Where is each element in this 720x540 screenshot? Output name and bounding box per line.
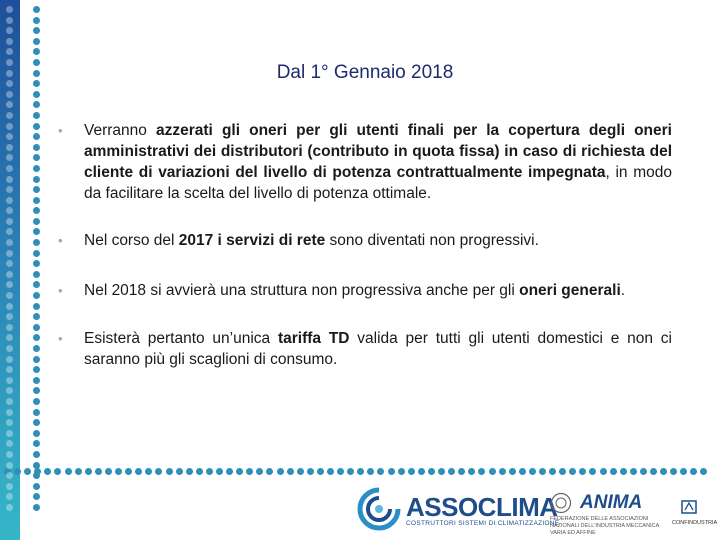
decorative-dot	[6, 366, 13, 373]
decorative-dot	[650, 468, 657, 475]
bullet-text: .	[620, 282, 626, 299]
bullet-emphasis: azzerati gli oneri per gli utenti finali per la copertura degli oneri amministrativi dei distributori (contributo in quota fissa) in caso di richiesta del cliente di variazioni del livello di potenza contrattualmente impegnata	[84, 122, 672, 181]
decorative-dot	[428, 468, 435, 475]
decorative-dot	[478, 468, 485, 475]
decorative-dot	[33, 176, 40, 183]
decorative-dot	[33, 6, 40, 13]
bullet-item-1	[58, 120, 672, 204]
decorative-dot	[33, 154, 40, 161]
decorative-dot	[357, 468, 364, 475]
decorative-dot	[145, 468, 152, 475]
decorative-dot	[33, 165, 40, 172]
decorative-dot	[6, 324, 13, 331]
decorative-dot	[6, 271, 13, 278]
decorative-dot	[6, 165, 13, 172]
anima-subtitle: FEDERAZIONE DELLE ASSOCIAZIONI NAZIONALI DELL'INDUSTRIA MECCANICA VARIA ED AFFINE	[550, 516, 659, 536]
decorative-dot	[6, 472, 13, 479]
decorative-dot	[6, 260, 13, 267]
decorative-dot	[559, 468, 566, 475]
decorative-dot	[448, 468, 455, 475]
decorative-dot	[33, 440, 40, 447]
decorative-dot	[33, 366, 40, 373]
decorative-dot	[33, 112, 40, 119]
decorative-dot	[33, 218, 40, 225]
decorative-dot	[33, 334, 40, 341]
decorative-dot	[600, 468, 607, 475]
decorative-dot	[33, 324, 40, 331]
decorative-dot-column	[6, 6, 14, 511]
decorative-dot	[489, 468, 496, 475]
slide-title: Dal 1° Gennaio 2018	[276, 62, 454, 83]
decorative-dot	[196, 468, 203, 475]
decorative-dot	[6, 197, 13, 204]
decorative-dot	[418, 468, 425, 475]
decorative-dot	[468, 468, 475, 475]
decorative-dot	[33, 186, 40, 193]
decorative-dot	[700, 468, 707, 475]
decorative-dot	[226, 468, 233, 475]
decorative-dot	[33, 17, 40, 24]
decorative-dot	[297, 468, 304, 475]
bullet-emphasis: tariffa TD	[277, 330, 350, 347]
decorative-dot	[256, 468, 263, 475]
decorative-dot	[33, 430, 40, 437]
decorative-dot	[6, 80, 13, 87]
bullet-emphasis: 2017 i servizi di rete	[178, 232, 326, 249]
bullet-text: Verranno	[84, 122, 156, 139]
decorative-dot	[6, 144, 13, 151]
decorative-dot	[660, 468, 667, 475]
decorative-dot	[33, 207, 40, 214]
decorative-dot	[33, 38, 40, 45]
decorative-dot	[6, 186, 13, 193]
decorative-dot	[6, 6, 13, 13]
decorative-dot	[6, 313, 13, 320]
decorative-dot	[33, 281, 40, 288]
decorative-dot	[6, 91, 13, 98]
decorative-dot	[6, 59, 13, 66]
decorative-dot	[519, 468, 526, 475]
decorative-dot	[377, 468, 384, 475]
decorative-dot	[6, 112, 13, 119]
bullet-item-2	[58, 230, 672, 251]
decorative-dot	[166, 468, 173, 475]
decorative-dot	[33, 303, 40, 310]
decorative-dot	[6, 101, 13, 108]
bullet-text: Nel corso del	[84, 232, 179, 249]
bullet-emphasis: oneri generali	[519, 282, 621, 299]
decorative-dot	[6, 462, 13, 469]
decorative-dot	[33, 345, 40, 352]
decorative-dot	[690, 468, 697, 475]
decorative-dot	[33, 419, 40, 426]
bullet-item-3	[58, 280, 672, 301]
assoclima-logo-icon	[356, 486, 402, 532]
anima-seal-icon	[550, 492, 572, 514]
decorative-dot	[6, 17, 13, 24]
decorative-dot	[6, 38, 13, 45]
decorative-dot	[670, 468, 677, 475]
decorative-dot	[610, 468, 617, 475]
decorative-dot	[115, 468, 122, 475]
decorative-dot	[367, 468, 374, 475]
decorative-dot	[569, 468, 576, 475]
decorative-dot	[44, 468, 51, 475]
footer-logos	[350, 484, 720, 540]
decorative-dot	[33, 313, 40, 320]
decorative-dot	[85, 468, 92, 475]
decorative-dot	[327, 468, 334, 475]
decorative-dot	[33, 292, 40, 299]
decorative-dot	[620, 468, 627, 475]
decorative-dot	[6, 176, 13, 183]
decorative-dot	[499, 468, 506, 475]
decorative-dot	[33, 356, 40, 363]
bullet-text: valida per tutti gli utenti domestici e non ci saranno più gli scaglioni di consumo.	[84, 330, 672, 368]
decorative-dot	[6, 27, 13, 34]
decorative-dot	[6, 334, 13, 341]
decorative-dot	[589, 468, 596, 475]
decorative-dot	[6, 440, 13, 447]
bullet-marker: •	[58, 123, 63, 138]
decorative-dot	[95, 468, 102, 475]
decorative-dot	[186, 468, 193, 475]
decorative-dot	[6, 239, 13, 246]
anima-wordmark: ANIMA	[580, 492, 643, 513]
decorative-dot	[398, 468, 405, 475]
decorative-dot	[6, 281, 13, 288]
decorative-dot	[6, 356, 13, 363]
decorative-dot	[6, 292, 13, 299]
decorative-dot-row	[4, 468, 707, 476]
decorative-dot	[6, 207, 13, 214]
decorative-dot	[6, 504, 13, 511]
decorative-dot	[458, 468, 465, 475]
decorative-dot	[277, 468, 284, 475]
decorative-dot	[539, 468, 546, 475]
decorative-dot	[6, 250, 13, 257]
decorative-dot	[65, 468, 72, 475]
bullet-item-4	[58, 328, 672, 370]
decorative-dot	[216, 468, 223, 475]
decorative-dot	[6, 123, 13, 130]
decorative-dot	[33, 123, 40, 130]
decorative-dot	[579, 468, 586, 475]
bullet-text: sono diventati non progressivi.	[325, 232, 539, 249]
decorative-dot	[6, 303, 13, 310]
decorative-dot	[54, 468, 61, 475]
decorative-dot	[6, 133, 13, 140]
confindustria-logo-icon	[680, 498, 698, 516]
decorative-dot	[33, 504, 40, 511]
bullet-marker: •	[58, 283, 63, 298]
decorative-dot	[33, 260, 40, 267]
decorative-dot	[347, 468, 354, 475]
decorative-dot	[6, 154, 13, 161]
decorative-dot	[6, 409, 13, 416]
decorative-dot	[33, 101, 40, 108]
decorative-dot	[33, 250, 40, 257]
decorative-dot	[6, 48, 13, 55]
decorative-dot	[6, 70, 13, 77]
bullet-text: , in modo da facilitare la scelta del livello di potenza ottimale.	[84, 164, 672, 202]
decorative-dot	[549, 468, 556, 475]
decorative-dot	[266, 468, 273, 475]
decorative-dot	[33, 133, 40, 140]
decorative-dot	[6, 228, 13, 235]
decorative-dot	[33, 27, 40, 34]
decorative-dot	[33, 451, 40, 458]
decorative-dot	[155, 468, 162, 475]
decorative-dot	[246, 468, 253, 475]
decorative-dot	[206, 468, 213, 475]
decorative-dot	[135, 468, 142, 475]
decorative-dot	[33, 197, 40, 204]
decorative-dot	[33, 387, 40, 394]
decorative-dot	[307, 468, 314, 475]
decorative-dot	[105, 468, 112, 475]
decorative-dot	[6, 451, 13, 458]
decorative-dot	[6, 419, 13, 426]
decorative-dot	[287, 468, 294, 475]
decorative-dot	[640, 468, 647, 475]
decorative-dot	[680, 468, 687, 475]
decorative-dot	[6, 218, 13, 225]
decorative-dot	[34, 468, 41, 475]
decorative-dot	[33, 91, 40, 98]
decorative-dot	[24, 468, 31, 475]
decorative-dot	[125, 468, 132, 475]
decorative-dot	[529, 468, 536, 475]
decorative-dot	[438, 468, 445, 475]
decorative-dot	[6, 483, 13, 490]
decorative-dot	[509, 468, 516, 475]
bullet-marker: •	[58, 233, 63, 248]
decorative-dot	[14, 468, 21, 475]
decorative-dot	[6, 493, 13, 500]
decorative-dot	[317, 468, 324, 475]
bullet-list	[58, 120, 672, 370]
decorative-dot	[236, 468, 243, 475]
decorative-dot	[33, 239, 40, 246]
bullet-marker: •	[58, 331, 63, 346]
decorative-dot	[33, 271, 40, 278]
decorative-dot	[75, 468, 82, 475]
decorative-dot	[388, 468, 395, 475]
confindustria-wordmark: CONFINDUSTRIA	[672, 520, 718, 526]
decorative-dot	[6, 430, 13, 437]
assoclima-wordmark: ASSOCLIMA	[406, 492, 558, 522]
decorative-dot	[408, 468, 415, 475]
bullet-text: Nel 2018 si avvierà una struttura non progressiva anche per gli	[84, 282, 520, 299]
decorative-dot	[6, 387, 13, 394]
decorative-dot	[6, 398, 13, 405]
decorative-dot	[33, 409, 40, 416]
assoclima-tagline: COSTRUTTORI SISTEMI DI CLIMATIZZAZIONE	[406, 520, 560, 527]
bullet-text: Esisterà pertanto un’unica	[84, 330, 278, 347]
decorative-dot	[176, 468, 183, 475]
decorative-dot	[33, 398, 40, 405]
decorative-dot	[33, 483, 40, 490]
decorative-dot	[6, 377, 13, 384]
decorative-dot	[33, 48, 40, 55]
decorative-dot	[33, 144, 40, 151]
decorative-dot	[33, 377, 40, 384]
decorative-dot	[6, 345, 13, 352]
decorative-dot	[630, 468, 637, 475]
decorative-dot	[33, 228, 40, 235]
decorative-dot	[337, 468, 344, 475]
decorative-dot	[33, 493, 40, 500]
